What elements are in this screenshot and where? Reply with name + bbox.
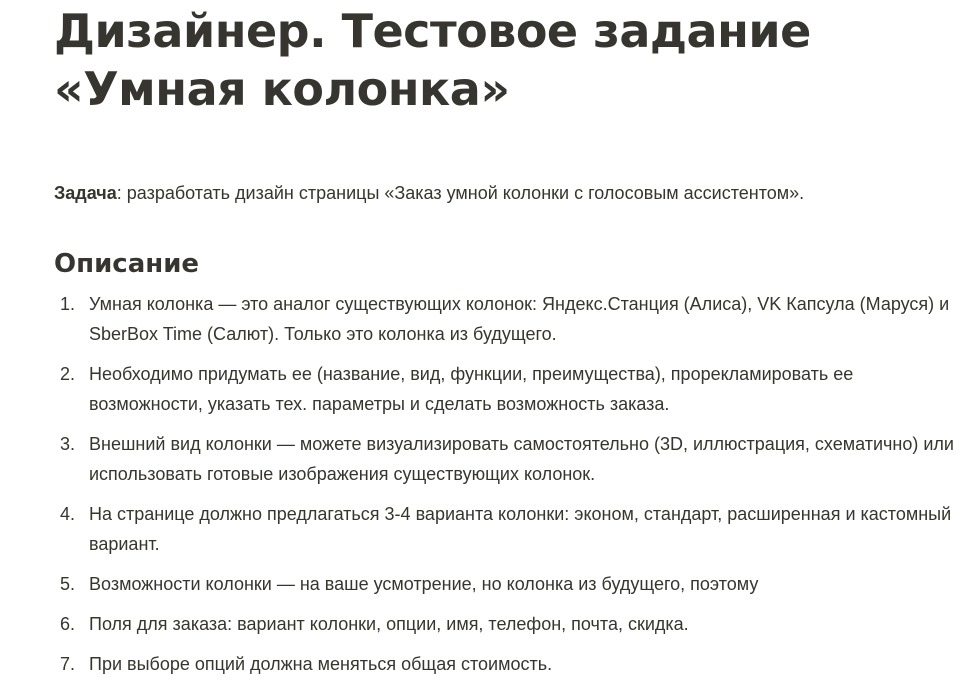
list-item-number: 7. — [60, 654, 76, 674]
list-item-number: 6. — [60, 614, 76, 634]
list-item-text: При выборе опций должна меняться общая стоимость. — [89, 654, 553, 674]
list-item-number: 4. — [60, 504, 76, 524]
task-text: : разработать дизайн страницы «Заказ умной колонки с голосовым ассистентом». — [116, 183, 805, 203]
list-item-text: Умная колонка — это аналог существующих колонок: Яндекс.Станция (Алиса), VK Капсула (Маруся) и SberBox Time (Салют). Только это колонка из будущего. — [89, 294, 950, 344]
list-item-number: 1. — [60, 294, 76, 314]
list-item — [54, 289, 954, 349]
task-label: Задача — [54, 183, 117, 203]
list-item-text: Возможности колонки — на ваше усмотрение, но колонка из будущего, поэтому — [89, 574, 759, 594]
list-item-number: 5. — [60, 574, 76, 594]
list-item — [54, 359, 954, 419]
list-item-number: 3. — [60, 434, 76, 454]
list-item — [54, 429, 954, 489]
document-page — [54, 0, 954, 689]
description-list — [54, 289, 954, 679]
list-item — [54, 609, 954, 639]
list-item — [54, 649, 954, 679]
task-paragraph — [54, 180, 954, 206]
section-heading-description: Описание — [54, 249, 200, 279]
list-item-text: Необходимо придумать ее (название, вид, функции, преимущества), прорекламировать ее возможности, указать тех. параметры и сделать возможность заказа. — [89, 364, 854, 414]
list-item — [54, 569, 954, 599]
page-title: Дизайнер. Тестовое задание «Умная колонка» — [54, 4, 811, 116]
list-item-text: На странице должно предлагаться 3-4 варианта колонки: эконом, стандарт, расширенная и кастомный вариант. — [89, 504, 952, 554]
list-item-number: 2. — [60, 364, 76, 384]
list-item — [54, 499, 954, 559]
list-item-text: Внешний вид колонки — можете визуализировать самостоятельно (3D, иллюстрация, схематично) или использовать готовые изображения существующих колонок. — [89, 434, 954, 484]
list-item-text: Поля для заказа: вариант колонки, опции, имя, телефон, почта, скидка. — [89, 614, 689, 634]
